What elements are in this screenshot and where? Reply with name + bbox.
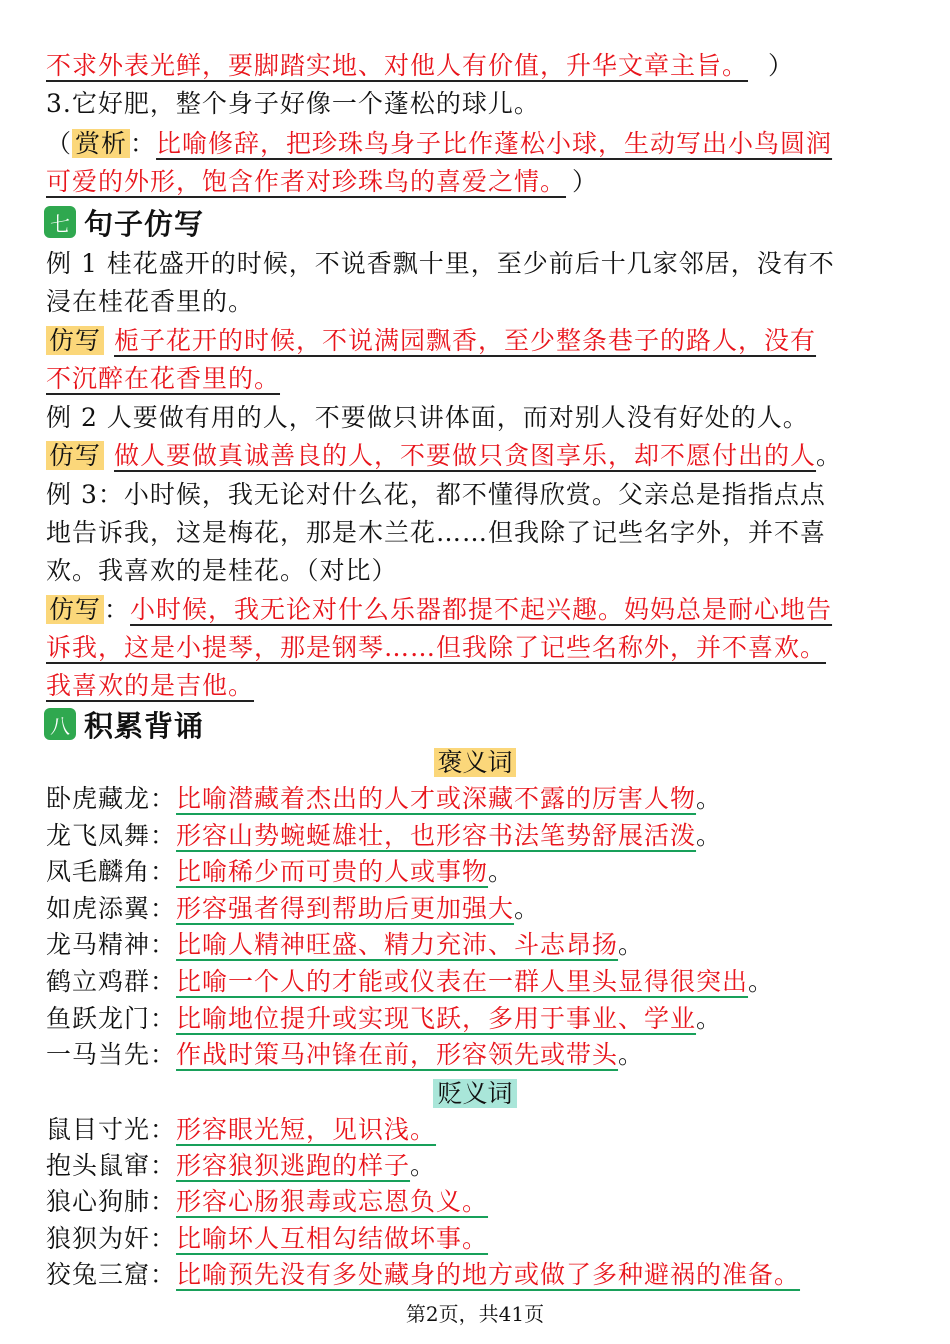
analysis-text: 可爱的外形，饱含作者对珍珠鸟的喜爱之情。 bbox=[46, 167, 567, 196]
analysis-tag: 赏析 bbox=[72, 129, 130, 158]
idiom-end: 。 bbox=[618, 930, 645, 960]
analysis-text: 比喻修辞，把珍珠鸟身子比作蓬松小球，生动写出小鸟圆润 bbox=[156, 129, 833, 158]
imitation-text: 做人要做真诚善良的人，不要做只贪图享乐，却不愿付出的人 bbox=[114, 441, 817, 470]
imitation-tag: 仿写 bbox=[46, 441, 104, 470]
imitation-3-line-2 bbox=[46, 630, 826, 666]
imitation-3-line-1 bbox=[46, 592, 832, 628]
idiom-word: 卧虎藏龙： bbox=[46, 784, 177, 813]
analysis-line-1 bbox=[46, 126, 832, 162]
colon: ： bbox=[130, 129, 157, 158]
analysis-line-2 bbox=[46, 164, 598, 200]
idiom-meaning: 形容心肠狠毒或忘恩负义。 bbox=[176, 1187, 489, 1217]
idiom-meaning: 比喻一个人的才能或仪表在一群人里头显得很突出 bbox=[176, 967, 749, 996]
imitation-1-line-2 bbox=[46, 361, 280, 397]
imitation-1-line-1 bbox=[46, 323, 816, 359]
idiom-row bbox=[46, 1185, 488, 1219]
idiom-meaning: 作战时策马冲锋在前，形容领先或带头 bbox=[176, 1040, 619, 1070]
idiom-row bbox=[46, 965, 774, 999]
idiom-word: 鱼跃龙门： bbox=[46, 1003, 177, 1033]
idiom-word: 鼠目寸光： bbox=[46, 1115, 177, 1144]
example-3-line-1: 例 3：小时候，我无论对什么花，都不懂得欣赏。父亲总是指指点点 bbox=[46, 480, 826, 509]
idiom-row bbox=[46, 1002, 722, 1036]
idiom-meaning: 比喻预先没有多处藏身的地方或做了多种避祸的准备。 bbox=[176, 1259, 801, 1289]
idiom-row bbox=[46, 1038, 644, 1072]
section-badge: 七 bbox=[44, 206, 76, 238]
idiom-row bbox=[46, 1113, 436, 1147]
idiom-meaning: 形容强者得到帮助后更加强大 bbox=[176, 893, 515, 923]
idiom-row bbox=[46, 928, 644, 962]
idiom-word: 凤毛麟角： bbox=[46, 857, 177, 887]
idiom-row bbox=[46, 1258, 800, 1292]
idiom-meaning: 比喻人精神旺盛、精力充沛、斗志昂扬 bbox=[176, 930, 619, 960]
idiom-end: 。 bbox=[696, 1003, 723, 1033]
idiom-row bbox=[46, 819, 722, 853]
negative-label: 贬义词 bbox=[433, 1079, 516, 1108]
idiom-word: 鹤立鸡群： bbox=[46, 967, 177, 996]
idiom-end: 。 bbox=[696, 784, 723, 813]
imitation-text: 栀子花开的时候，不说满园飘香，至少整条巷子的路人，没有 bbox=[114, 326, 817, 355]
close-paren: ） bbox=[768, 51, 795, 80]
idiom-row bbox=[46, 892, 540, 926]
idiom-meaning: 形容狼狈逃跑的样子 bbox=[176, 1151, 411, 1181]
section-title: 积累背诵 bbox=[84, 708, 205, 743]
imitation-3-line-3 bbox=[46, 668, 254, 704]
idiom-end: 。 bbox=[410, 1151, 437, 1181]
question-3: 3.它好肥，整个身子好像一个蓬松的球儿。 bbox=[46, 89, 540, 118]
imitation-tag: 仿写 bbox=[46, 595, 104, 624]
period: 。 bbox=[816, 441, 843, 470]
answer-line bbox=[46, 48, 794, 84]
idiom-end: 。 bbox=[618, 1040, 645, 1070]
idiom-end: 。 bbox=[488, 857, 515, 887]
example-1-line-2: 浸在桂花香里的。 bbox=[46, 287, 255, 316]
idiom-end: 。 bbox=[696, 820, 723, 850]
idiom-word: 狡兔三窟： bbox=[46, 1259, 177, 1289]
example-1-line-1: 例 1 桂花盛开的时候，不说香飘十里，至少前后十几家邻居，没有不 bbox=[46, 249, 835, 278]
idiom-meaning: 比喻地位提升或实现飞跃，多用于事业、学业 bbox=[176, 1003, 697, 1033]
example-3-line-3: 欢。我喜欢的是桂花。（对比） bbox=[46, 556, 398, 585]
idiom-end: 。 bbox=[514, 893, 541, 923]
negative-words-heading bbox=[0, 1077, 950, 1111]
idiom-word: 狼狈为奸： bbox=[46, 1223, 177, 1253]
imitation-text: 不沉醉在花香里的。 bbox=[46, 364, 281, 393]
section-heading-7 bbox=[44, 202, 204, 242]
idiom-row bbox=[46, 782, 722, 816]
idiom-row bbox=[46, 855, 514, 889]
imitation-2 bbox=[46, 438, 842, 474]
idiom-word: 一马当先： bbox=[46, 1040, 177, 1070]
answer-text: 不求外表光鲜，要脚踏实地、对他人有价值，升华文章主旨。 bbox=[46, 51, 749, 80]
idiom-meaning: 形容眼光短，见识浅。 bbox=[176, 1115, 437, 1144]
idiom-word: 龙飞凤舞： bbox=[46, 820, 177, 850]
idiom-word: 抱头鼠窜： bbox=[46, 1151, 177, 1181]
idiom-meaning: 形容山势蜿蜒雄壮，也形容书法笔势舒展活泼 bbox=[176, 820, 697, 850]
page-footer: 第2页，共41页 bbox=[405, 1302, 545, 1326]
imitation-tag: 仿写 bbox=[46, 326, 104, 355]
imitation-text: 我喜欢的是吉他。 bbox=[46, 671, 255, 700]
idiom-row bbox=[46, 1149, 436, 1183]
idiom-word: 龙马精神： bbox=[46, 930, 177, 960]
idiom-word: 如虎添翼： bbox=[46, 893, 177, 923]
idiom-meaning: 比喻潜藏着杰出的人才或深藏不露的厉害人物 bbox=[176, 784, 697, 813]
idiom-row bbox=[46, 1222, 488, 1256]
imitation-text: 诉我，这是小提琴，那是钢琴……但我除了记些名称外，并不喜欢。 bbox=[46, 633, 827, 662]
imitation-text: 小时候，我无论对什么乐器都提不起兴趣。妈妈总是耐心地告 bbox=[130, 595, 833, 624]
positive-words-heading bbox=[0, 746, 950, 780]
section-title: 句子仿写 bbox=[84, 206, 205, 241]
close-paren: ） bbox=[572, 167, 599, 196]
colon: ： bbox=[104, 595, 131, 624]
idiom-meaning: 比喻坏人互相勾结做坏事。 bbox=[176, 1223, 489, 1253]
positive-label: 褒义词 bbox=[434, 748, 515, 777]
idiom-word: 狼心狗肺： bbox=[46, 1187, 177, 1217]
section-heading-8 bbox=[44, 704, 204, 744]
example-2: 例 2 人要做有用的人，不要做只讲体面，而对别人没有好处的人。 bbox=[46, 403, 809, 432]
example-3-line-2: 地告诉我，这是梅花，那是木兰花……但我除了记些名字外，并不喜 bbox=[46, 518, 827, 547]
idiom-end: 。 bbox=[748, 967, 775, 996]
open-paren: （ bbox=[46, 129, 73, 158]
section-badge: 八 bbox=[44, 708, 76, 740]
idiom-meaning: 比喻稀少而可贵的人或事物 bbox=[176, 857, 489, 887]
